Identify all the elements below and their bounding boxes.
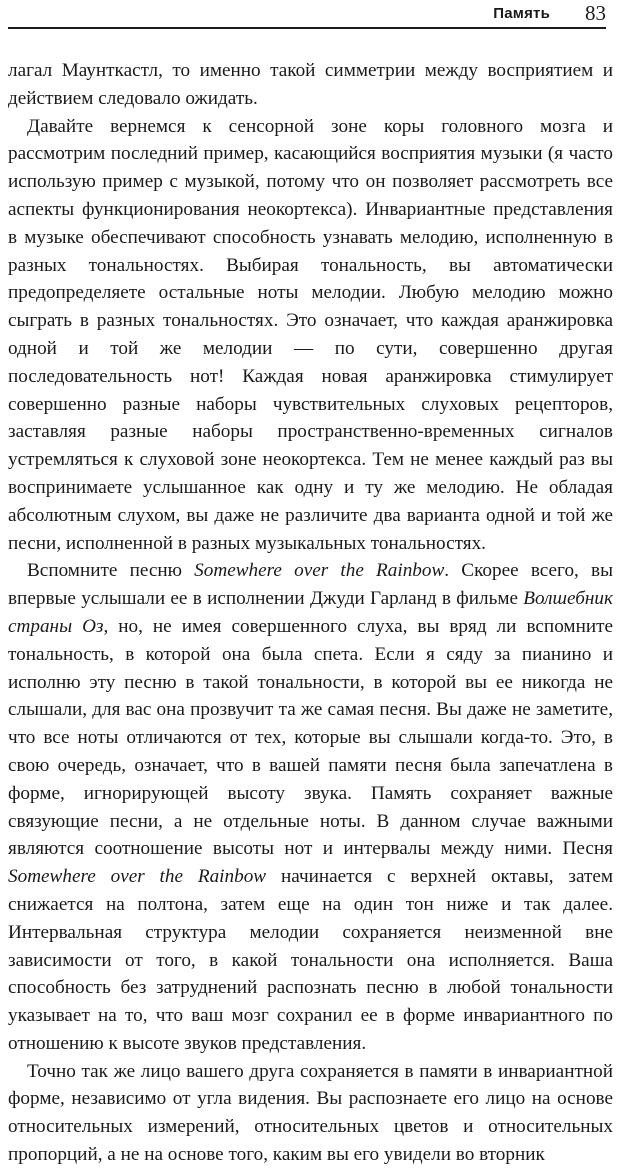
text-segment: начинается с верхней октавы, затем снижается на полтона, затем еще на один тон ниже и так далее. Интервальная структура мелодии сохраняется неизменной вне зависимости от того, в какой тональности она исполняется. Ваша способность без затруднений распознать песню в любой тональности указывает на то, что ваш мозг сохранил ее в форме инвариантного по отношению к высоте звуков представления. <box>8 866 614 1054</box>
text-segment: . Скорее всего, вы впервые услышали ее в исполнении Джуди Гарланд в фильме <box>8 560 613 610</box>
running-title: Память <box>493 5 550 22</box>
text-segment: Точно так же лицо вашего друга сохраняется в памяти в инвариантной форме, независимо от угла видения. Вы распознаете его лицо на основе относительных измерений, относительных цветов и относительных пропорций, а не на основе того, каким вы его увидели во вторник <box>8 1060 613 1166</box>
italic-title-text: Somewhere over the Rainbow <box>8 866 267 888</box>
paragraph <box>8 113 613 558</box>
page-number: 83 <box>585 1 606 25</box>
text-segment: лагал Маунткастл, то именно такой симметрии между восприятием и действием следовало ожидать. <box>8 60 613 109</box>
running-header <box>8 0 606 29</box>
text-segment: Вспомните песню <box>27 560 195 582</box>
paragraph <box>8 557 613 1057</box>
text-segment: Давайте вернемся к сенсорной зоне коры головного мозга и рассмотрим последний пример, касающийся восприятия музыки (я часто использую пример с музыкой, потому что он позволяет рассмотреть все аспекты функционирования неокортекса). Инвариантные представления в музыке обеспечивают способность узнавать мелодию, исполненную в разных тональностях. Выбирая тональность, вы автоматически предопределяете остальные ноты мелодии. Любую мелодию можно сыграть в разных тональностях. Это означает, что каждая аранжировка одной и той же мелодии — по сути, совершенно другая последовательность нот! Каждая новая аранжировка стимулирует совершенно разные наборы чувствительных слуховых рецепторов, заставляя разные наборы пространственно-временных сигналов устремляться к слуховой зоне неокортекса. Тем не менее каждый раз вы воспринимаете услышанное как одну и ту же мелодию. Не обладая абсолютным слухом, вы даже не различите два варианта одной и той же песни, исполненной в разных музыкальных тональностях. <box>8 115 613 554</box>
paragraph <box>8 57 613 113</box>
text-segment: , но, не имея совершенного слуха, вы вряд ли вспомните тональность, в которой она была спета. Если я сяду за пианино и исполню эту песню в такой тональности, в которой вы ее никогда не слышали, для вас она прозвучит та же самая песня. Вы даже не заметите, что все ноты отличаются от тех, которые вы слышали когда-то. Это, в свою очередь, означает, что в вашей памяти песня была запечатлена в форме, игнорирующей высоту звука. Память сохраняет важные связующие песни, а не отдельные ноты. В данном случае важными являются соотношение высоты нот и интервалы между ними. Песня <box>8 615 614 860</box>
italic-title-text: Волшебник страны Оз <box>8 588 613 637</box>
paragraph <box>8 1058 613 1169</box>
italic-title-text: Somewhere over the Rainbow <box>194 560 445 582</box>
body-text <box>8 57 613 1169</box>
